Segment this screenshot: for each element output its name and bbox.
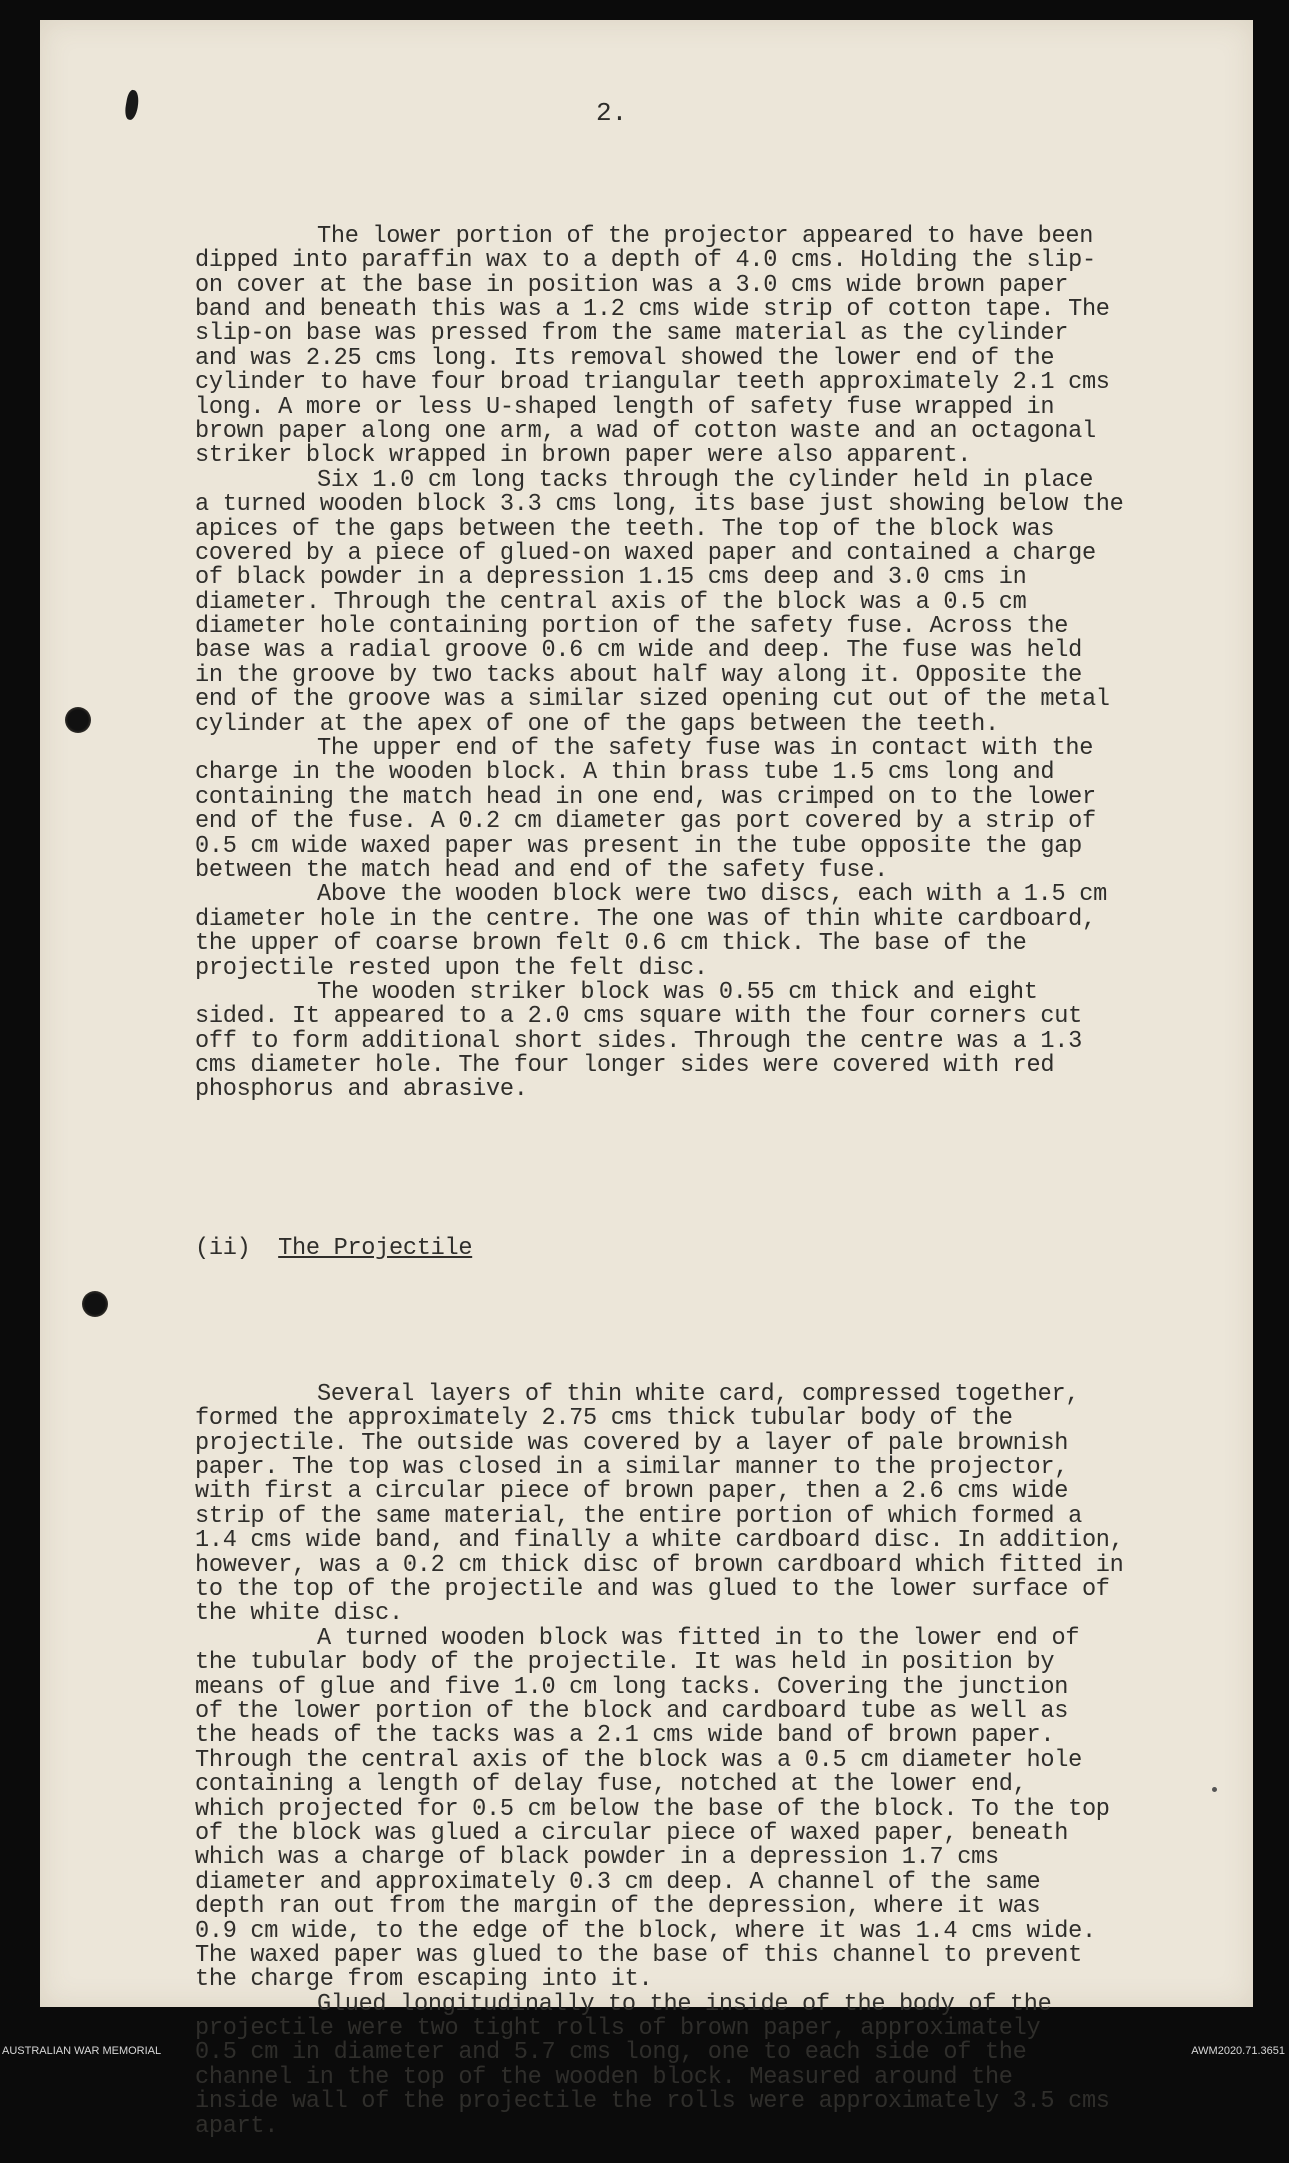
text-line: diameter hole containing portion of the safety fuse. Across the: [195, 613, 1069, 641]
text-line: Six 1.0 cm long tacks through the cylinder held in place: [317, 466, 1094, 494]
text-line: of the block was glued a circular piece of waxed paper, beneath: [195, 1819, 1069, 1847]
text-line: which was a charge of black powder in a depression 1.7 cms: [195, 1844, 999, 1872]
text-line: the heads of the tacks was a 2.1 cms wide band of brown paper.: [195, 1722, 1055, 1750]
text-line: paper. The top was closed in a similar manner to the projector,: [195, 1454, 1069, 1482]
text-line: dipped into paraffin wax to a depth of 4.0 cms. Holding the slip-: [195, 247, 1096, 275]
text-line: charge in the wooden block. A thin brass tube 1.5 cms long and: [195, 759, 1055, 787]
punch-hole-bottom: [82, 1291, 108, 1317]
text-line: base was a radial groove 0.6 cm wide and deep. The fuse was held: [195, 637, 1082, 665]
text-line: strip of the same material, the entire portion of which formed a: [195, 1502, 1082, 1530]
document-body: [195, 176, 1205, 2163]
text-line: the white disc.: [195, 1600, 403, 1628]
text-line: containing a length of delay fuse, notched at the lower end,: [195, 1771, 1027, 1799]
text-line: The wooden striker block was 0.55 cm thick and eight: [317, 978, 1038, 1006]
text-line: off to form additional short sides. Through the centre was a 1.3: [195, 1027, 1082, 1055]
text-line: of the lower portion of the block and cardboard tube as well as: [195, 1697, 1069, 1725]
text-line: and was 2.25 cms long. Its removal showed the lower end of the: [195, 344, 1055, 372]
paragraph: [195, 978, 1205, 1104]
text-line: diameter and approximately 0.3 cm deep. A channel of the same: [195, 1868, 1041, 1896]
text-line: which projected for 0.5 cm below the base of the block. To the top: [195, 1795, 1110, 1823]
section-i-continuation: [195, 222, 1205, 1104]
text-line: striker block wrapped in brown paper were also apparent.: [195, 442, 972, 470]
paragraph: [195, 883, 1205, 981]
punch-hole-top: [65, 707, 91, 733]
text-line: the upper of coarse brown felt 0.6 cm thick. The base of the: [195, 930, 1027, 958]
text-line: 1.4 cms wide band, and finally a white cardboard disc. In addition,: [195, 1527, 1124, 1555]
text-line: apart.: [195, 2112, 279, 2140]
footer-institution: AUSTRALIAN WAR MEMORIAL: [2, 2045, 162, 2057]
text-line: projectile rested upon the felt disc.: [195, 954, 708, 982]
text-line: cylinder to have four broad triangular teeth approximately 2.1 cms: [195, 369, 1110, 397]
text-line: containing the match head in one end, was crimped on to the lower: [195, 783, 1096, 811]
text-line: with first a circular piece of brown paper, then a 2.6 cms wide: [195, 1478, 1069, 1506]
text-line: channel in the top of the wooden block. Measured around the: [195, 2063, 1013, 2091]
ink-dot: [1212, 1787, 1217, 1792]
section-number: (ii): [195, 1234, 251, 1262]
footer-reference: AWM2020.71.3651: [1191, 2045, 1285, 2057]
paragraph: [195, 1990, 1205, 2140]
paragraph: [195, 466, 1205, 738]
text-line: Several layers of thin white card, compressed together,: [317, 1380, 1080, 1408]
text-line: Glued longitudinally to the inside of the body of the: [317, 1990, 1052, 2018]
text-line: slip-on base was pressed from the same material as the cylinder: [195, 320, 1069, 348]
text-line: means of glue and five 1.0 cm long tacks. Covering the junction: [195, 1673, 1069, 1701]
text-line: cms diameter hole. The four longer sides were covered with red: [195, 1052, 1055, 1080]
text-line: The waxed paper was glued to the base of this channel to prevent: [195, 1941, 1082, 1969]
text-line: cylinder at the apex of one of the gaps between the teeth.: [195, 710, 999, 738]
text-line: sided. It appeared to a 2.0 cms square with the four corners cut: [195, 1003, 1082, 1031]
text-line: of black powder in a depression 1.15 cms deep and 3.0 cms in: [195, 564, 1027, 592]
text-line: band and beneath this was a 1.2 cms wide strip of cotton tape. The: [195, 295, 1110, 323]
paragraph: [195, 1380, 1205, 1628]
text-line: Above the wooden block were two discs, each with a 1.5 cm: [317, 881, 1107, 909]
text-line: A turned wooden block was fitted in to the lower end of: [317, 1624, 1080, 1652]
text-line: depth ran out from the margin of the depression, where it was: [195, 1893, 1041, 1921]
text-line: end of the fuse. A 0.2 cm diameter gas port covered by a strip of: [195, 808, 1096, 836]
text-line: inside wall of the projectile the rolls were approximately 3.5 cms: [195, 2088, 1110, 2116]
paragraph: [195, 737, 1205, 883]
text-line: 0.9 cm wide, to the edge of the block, where it was 1.4 cms wide.: [195, 1917, 1096, 1945]
text-line: projectile. The outside was covered by a layer of pale brownish: [195, 1429, 1069, 1457]
text-line: the tubular body of the projectile. It was held in position by: [195, 1649, 1055, 1677]
text-line: The upper end of the safety fuse was in contact with the: [317, 735, 1094, 763]
text-line: 0.5 cm in diameter and 5.7 cms long, one to each side of the: [195, 2039, 1027, 2067]
page-number: 2.: [596, 98, 628, 128]
paragraph: [195, 1624, 1205, 1994]
text-line: a turned wooden block 3.3 cms long, its base just showing below the: [195, 491, 1124, 519]
text-line: end of the groove was a similar sized opening cut out of the metal: [195, 686, 1110, 714]
paragraph: [195, 222, 1205, 470]
text-line: formed the approximately 2.75 cms thick tubular body of the: [195, 1405, 1013, 1433]
text-line: in the groove by two tacks about half way along it. Opposite the: [195, 661, 1082, 689]
text-line: to the top of the projectile and was glued to the lower surface of: [195, 1576, 1110, 1604]
text-line: brown paper along one arm, a wad of cotton waste and an octagonal: [195, 417, 1096, 445]
text-line: diameter. Through the central axis of the block was a 0.5 cm: [195, 588, 1027, 616]
section-title: The Projectile: [278, 1234, 473, 1262]
text-line: on cover at the base in position was a 3.0 cms wide brown paper: [195, 271, 1069, 299]
text-line: covered by a piece of glued-on waxed paper and contained a charge: [195, 539, 1096, 567]
text-line: projectile were two tight rolls of brown paper, approximately: [195, 2015, 1041, 2043]
text-line: the charge from escaping into it.: [195, 1966, 653, 1994]
text-line: The lower portion of the projector appeared to have been: [317, 222, 1094, 250]
text-line: between the match head and end of the safety fuse.: [195, 856, 888, 884]
section-ii-body: [195, 1380, 1205, 2140]
text-line: however, was a 0.2 cm thick disc of brown cardboard which fitted in: [195, 1551, 1124, 1579]
text-line: long. A more or less U-shaped length of safety fuse wrapped in: [195, 393, 1055, 421]
text-line: Through the central axis of the block was a 0.5 cm diameter hole: [195, 1746, 1082, 1774]
section-heading: [195, 1234, 1205, 1262]
text-line: apices of the gaps between the teeth. The top of the block was: [195, 515, 1055, 543]
text-line: diameter hole in the centre. The one was of thin white cardboard,: [195, 905, 1096, 933]
text-line: phosphorus and abrasive.: [195, 1076, 528, 1104]
text-line: 0.5 cm wide waxed paper was present in the tube opposite the gap: [195, 832, 1082, 860]
